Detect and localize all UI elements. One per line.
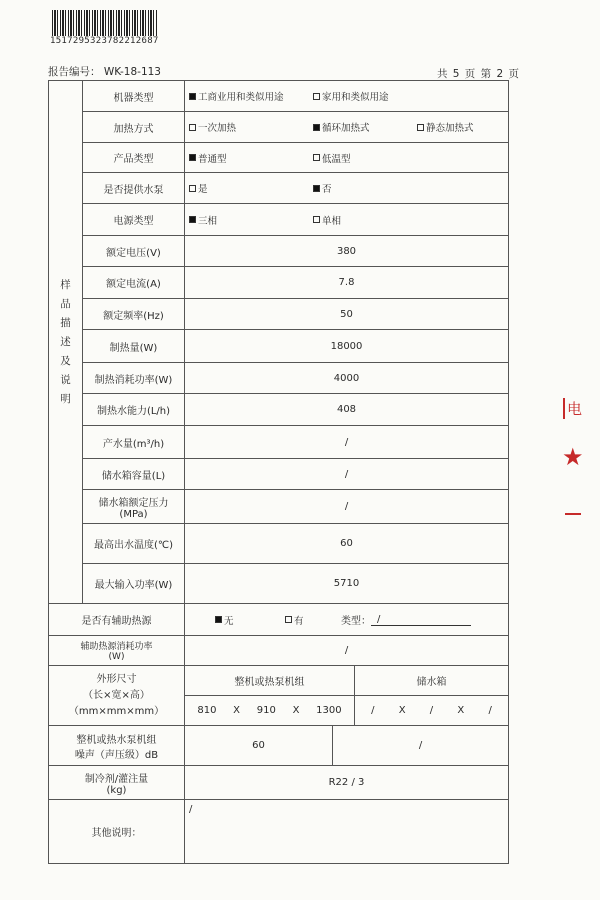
option-static[interactable] bbox=[417, 120, 474, 134]
label-line: 外形尺寸 bbox=[96, 673, 137, 685]
label-other: 其他说明： bbox=[49, 800, 185, 864]
checkbox-checked-icon bbox=[313, 185, 320, 192]
option-label: 一次加热 bbox=[198, 123, 237, 134]
option-label: 无 bbox=[224, 615, 234, 627]
option-none[interactable] bbox=[215, 613, 285, 627]
row-water-output bbox=[49, 426, 509, 459]
stamp-char: 电 bbox=[563, 398, 589, 419]
label-tank-capacity: 储水箱容量(L) bbox=[83, 459, 185, 490]
label-aux-heat: 是否有辅助热源 bbox=[49, 604, 185, 636]
option-label: 低温型 bbox=[322, 153, 351, 165]
barcode bbox=[52, 10, 158, 36]
label-line: 制冷剂/灌注量 bbox=[84, 773, 149, 785]
times-sign: X bbox=[457, 705, 465, 716]
stamp-star-icon: ★ bbox=[562, 443, 584, 471]
side-char: 及 bbox=[60, 354, 71, 367]
value-rated-voltage: 380 bbox=[185, 236, 509, 267]
label-rated-voltage: 额定电压(V) bbox=[83, 236, 185, 267]
checkbox-icon bbox=[417, 124, 424, 131]
dimensions-unit-header: 整机或热泵机组 bbox=[185, 666, 355, 696]
row-other bbox=[49, 800, 509, 864]
label-water-pump: 是否提供水泵 bbox=[83, 173, 185, 204]
power-type-options bbox=[185, 204, 509, 236]
row-tank-pressure bbox=[49, 490, 509, 524]
label-noise bbox=[49, 726, 185, 766]
option-low-temp[interactable] bbox=[313, 151, 351, 165]
value-max-outlet-temp: 60 bbox=[185, 524, 509, 564]
row-rated-frequency bbox=[49, 299, 509, 330]
label-line: (MPa) bbox=[119, 508, 148, 520]
value-max-input-power: 5710 bbox=[185, 564, 509, 604]
unit-width: 910 bbox=[256, 705, 276, 716]
option-single-phase[interactable] bbox=[313, 213, 341, 227]
row-rated-voltage bbox=[49, 236, 509, 267]
label-product-type: 产品类型 bbox=[83, 143, 185, 173]
row-heating-capacity bbox=[49, 330, 509, 363]
checkbox-icon bbox=[313, 154, 320, 161]
label-aux-heat-power bbox=[49, 636, 185, 666]
label-line: 噪声（声压级）dB bbox=[74, 749, 159, 761]
value-noise-tank: / bbox=[333, 726, 509, 766]
label-rated-current: 额定电流(A) bbox=[83, 267, 185, 299]
label-rated-frequency: 额定频率(Hz) bbox=[83, 299, 185, 330]
option-three-phase[interactable] bbox=[189, 213, 313, 227]
label-max-outlet-temp: 最高出水温度(℃) bbox=[83, 524, 185, 564]
machine-type-options bbox=[185, 81, 509, 112]
row-aux-heat-power bbox=[49, 636, 509, 666]
row-machine-type bbox=[49, 81, 509, 112]
checkbox-checked-icon bbox=[189, 93, 196, 100]
aux-heat-options bbox=[185, 604, 509, 636]
value-heating-capacity: 18000 bbox=[185, 330, 509, 363]
row-rated-current bbox=[49, 267, 509, 299]
row-water-pump bbox=[49, 173, 509, 204]
sample-description-table bbox=[48, 80, 509, 864]
water-pump-options bbox=[185, 173, 509, 204]
times-sign: X bbox=[233, 705, 241, 716]
checkbox-icon bbox=[313, 216, 320, 223]
checkbox-icon bbox=[313, 93, 320, 100]
side-char: 品 bbox=[60, 297, 71, 310]
dimensions-tank-header: 储水箱 bbox=[355, 666, 509, 696]
tank-length: / bbox=[371, 705, 375, 716]
row-heating-water-capacity bbox=[49, 394, 509, 426]
row-dimensions-header bbox=[49, 666, 509, 696]
option-label: 静态加热式 bbox=[426, 123, 474, 134]
tank-height: / bbox=[488, 705, 492, 716]
row-aux-heat bbox=[49, 604, 509, 636]
value-aux-heat-power: / bbox=[185, 636, 509, 666]
checkbox-checked-icon bbox=[189, 154, 196, 161]
row-noise bbox=[49, 726, 509, 766]
value-tank-pressure: / bbox=[185, 490, 509, 524]
option-yes[interactable] bbox=[189, 181, 313, 195]
row-heating-power bbox=[49, 363, 509, 394]
checkbox-icon bbox=[285, 616, 292, 623]
option-label: 家用和类似用途 bbox=[322, 92, 389, 103]
product-type-options bbox=[185, 143, 509, 173]
label-max-input-power: 最大输入功率(W) bbox=[83, 564, 185, 604]
value-other: / bbox=[185, 800, 509, 864]
label-machine-type: 机器类型 bbox=[83, 81, 185, 112]
row-heating-method bbox=[49, 112, 509, 143]
report-number-label: 报告编号： bbox=[48, 66, 101, 78]
row-max-input-power bbox=[49, 564, 509, 604]
heating-method-options bbox=[185, 112, 509, 143]
checkbox-checked-icon bbox=[215, 616, 222, 623]
option-label: 否 bbox=[322, 184, 332, 195]
option-label: 三相 bbox=[198, 215, 218, 227]
row-product-type bbox=[49, 143, 509, 173]
checkbox-icon bbox=[189, 185, 196, 192]
checkbox-checked-icon bbox=[313, 124, 320, 131]
unit-length: 810 bbox=[197, 705, 217, 716]
option-label: 普通型 bbox=[198, 153, 227, 165]
value-noise-unit: 60 bbox=[185, 726, 333, 766]
side-label bbox=[49, 81, 83, 604]
dimensions-unit-values bbox=[185, 696, 355, 726]
value-rated-current: 7.8 bbox=[185, 267, 509, 299]
times-sign: X bbox=[292, 705, 300, 716]
value-heating-water-capacity: 408 bbox=[185, 394, 509, 426]
tank-width: / bbox=[429, 705, 434, 716]
checkbox-checked-icon bbox=[189, 216, 196, 223]
label-refrigerant bbox=[49, 766, 185, 800]
aux-type bbox=[341, 612, 471, 627]
label-heating-power: 制热消耗功率(W) bbox=[83, 363, 185, 394]
checkbox-icon bbox=[189, 124, 196, 131]
aux-type-label: 类型： bbox=[341, 616, 371, 627]
label-heating-capacity: 制热量(W) bbox=[83, 330, 185, 363]
option-label: 循环加热式 bbox=[322, 123, 370, 134]
barcode-number: 15172953237822126​87 bbox=[50, 36, 159, 46]
times-sign: X bbox=[398, 705, 406, 716]
label-water-output: 产水量(m³/h) bbox=[83, 426, 185, 459]
report-number-value: WK-18-113 bbox=[103, 66, 161, 78]
label-line: （mm×mm×mm） bbox=[68, 705, 165, 717]
option-label: 单相 bbox=[322, 215, 342, 227]
label-dimensions bbox=[49, 666, 185, 726]
aux-type-value[interactable]: / bbox=[371, 614, 471, 626]
report-number bbox=[48, 64, 161, 79]
label-line: (W) bbox=[108, 652, 125, 662]
side-char: 描 bbox=[60, 316, 71, 329]
option-normal[interactable] bbox=[189, 151, 313, 165]
row-tank-capacity bbox=[49, 459, 509, 490]
stamp-bar bbox=[565, 513, 581, 515]
label-line: 整机或热水泵机组 bbox=[76, 734, 157, 746]
label-power-type: 电源类型 bbox=[83, 204, 185, 236]
label-line: （长×宽×高） bbox=[83, 689, 150, 701]
option-label: 有 bbox=[294, 615, 304, 627]
row-refrigerant bbox=[49, 766, 509, 800]
side-char: 说 bbox=[60, 373, 71, 386]
dimensions-tank-values bbox=[355, 696, 509, 726]
label-line: 辅助热源消耗功率 bbox=[80, 642, 153, 652]
label-tank-pressure bbox=[83, 490, 185, 524]
label-heating-method: 加热方式 bbox=[83, 112, 185, 143]
value-tank-capacity: / bbox=[185, 459, 509, 490]
value-heating-power: 4000 bbox=[185, 363, 509, 394]
value-rated-frequency: 50 bbox=[185, 299, 509, 330]
option-label: 是 bbox=[198, 184, 208, 195]
value-refrigerant: R22 / 3 bbox=[185, 766, 509, 800]
page-info: 共 5 页 第 2 页 bbox=[436, 68, 520, 80]
option-single-pass[interactable] bbox=[189, 120, 313, 134]
side-char: 样 bbox=[60, 278, 71, 291]
row-power-type bbox=[49, 204, 509, 236]
option-circulating[interactable] bbox=[313, 120, 417, 134]
row-max-outlet-temp bbox=[49, 524, 509, 564]
side-char: 明 bbox=[60, 392, 71, 405]
label-line: 储水箱额定压力 bbox=[98, 497, 169, 509]
option-label: 工商业用和类似用途 bbox=[198, 92, 284, 103]
value-water-output: / bbox=[185, 426, 509, 459]
option-no[interactable] bbox=[313, 181, 332, 195]
option-has[interactable] bbox=[285, 613, 341, 627]
option-commercial[interactable] bbox=[189, 89, 313, 103]
label-line: (kg) bbox=[106, 784, 127, 796]
option-household[interactable] bbox=[313, 89, 389, 103]
unit-height: 1300 bbox=[316, 705, 342, 716]
label-heating-water-capacity: 制热水能力(L/h) bbox=[83, 394, 185, 426]
side-char: 述 bbox=[60, 335, 71, 348]
